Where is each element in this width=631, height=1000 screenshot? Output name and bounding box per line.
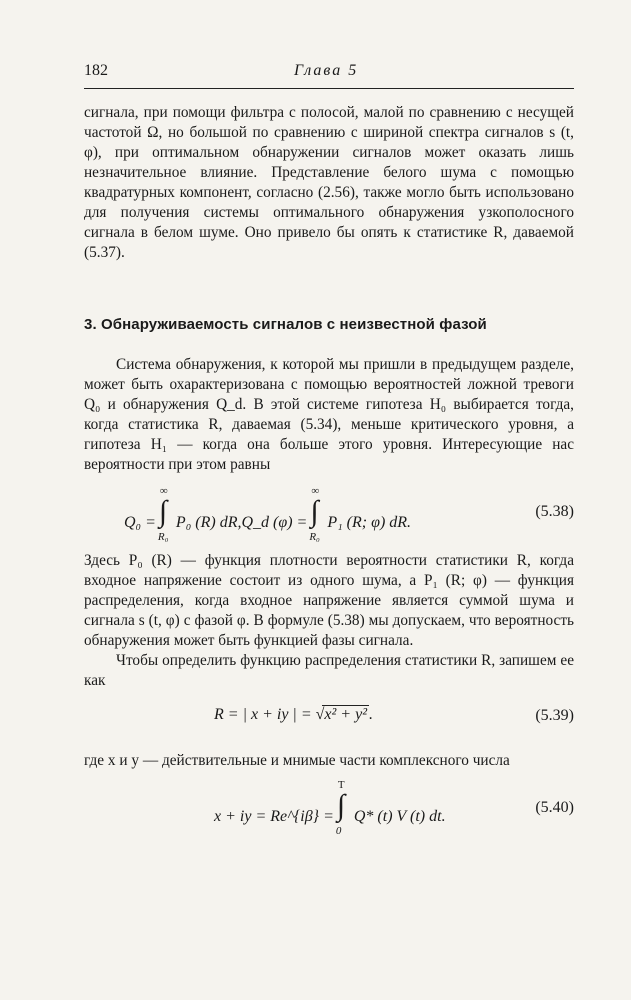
paragraph-where-x-y: где x и y — действительные и мнимые части комплексного числа [84,752,510,769]
paragraph-distribution: Чтобы определить функцию распределения статистики R, запишем ее как [84,652,574,689]
section-heading: 3. Обнаруживаемость сигналов с неизвестной фазой [84,316,487,333]
equation-5-39 [84,699,574,737]
book-page [84,58,574,843]
equation-5-40-body [214,779,446,837]
paragraph-detection-system: Система обнаружения, к которой мы пришли в предыдущем разделе, может быть охарактеризована с помощью вероятностей ложной тревоги Q₀ и обнаружения Q_d. В этой системе гипотеза H₀ выбирается тогда, когда статистика R, даваемая (5.34), меньше критического уровня, а гипотеза H₁ — когда она больше этого уровня. Интересующие нас вероятности при этом равны [84,356,574,473]
eq-538-integrand2: P₁ (R; φ) dR. [327,514,412,531]
eq-540-lhs: x + iy = Re^{iβ} = [214,808,334,825]
equation-5-39-body [214,705,373,724]
eq-539-radicand: x² + y² [324,706,367,723]
eq-538-lhs2: Q_d (φ) = [241,514,308,531]
eq-540-integrand: Q* (t) V (t) dt. [353,808,446,825]
running-head [84,58,574,82]
equation-5-40 [84,779,574,843]
equation-5-38-body [124,485,412,543]
page-number: 182 [84,62,108,79]
integral-lower-3: 0 [335,825,342,837]
eq-539-lhs: R = | x + iy | = √ [214,706,325,723]
equation-number-5-40: (5.40) [535,799,574,816]
integral-upper-3: T [337,779,345,791]
integral-sign-3 [334,779,354,837]
integral-upper-1: ∞ [159,485,168,497]
integral-sign-2 [307,485,327,543]
equation-number-5-38: (5.38) [535,503,574,520]
integral-sign-1 [156,485,176,543]
header-rule [84,88,574,89]
integral-icon: ∫ [158,495,168,528]
paragraph-continuation: сигнала, при помощи фильтра с полосой, малой по сравнению с несущей частотой Ω, но большой по сравнению с шириной спектра сигналов s (t, φ), при оптимальном обнаружении сигналов может оказать лишь незначительное влияние. Представление белого шума с помощью квадратурных компонент, согласно (2.56), также могло быть использовано для получения системы оптимального обнаружения узкополосного сигнала в белом шуме. Оно привело бы опять к статистике R, даваемой (5.37). [84,104,574,261]
eq-538-lhs1: Q₀ = [124,514,156,531]
chapter-title: Глава 5 [294,62,359,79]
integral-lower-2: R₀ [309,531,320,543]
integral-upper-2: ∞ [311,485,320,497]
integral-icon: ∫ [336,789,346,822]
equation-5-38 [84,485,574,543]
eq-539-end: . [368,706,373,723]
eq-538-integrand1: P₀ (R) dR, [175,514,242,531]
paragraph-here-p0: Здесь P₀ (R) — функция плотности вероятности статистики R, когда входное напряжение состоит из одного шума, а P₁ (R; φ) — функция распределения, когда входное напряжение является суммой шума и сигнала s (t, φ) с фазой φ. В формуле (5.38) мы допускаем, что вероятность обнаружения может быть функцией фазы сигнала. [84,552,574,649]
equation-number-5-39: (5.39) [535,707,574,724]
integral-lower-1: R₀ [157,531,169,543]
integral-icon: ∫ [310,495,319,528]
